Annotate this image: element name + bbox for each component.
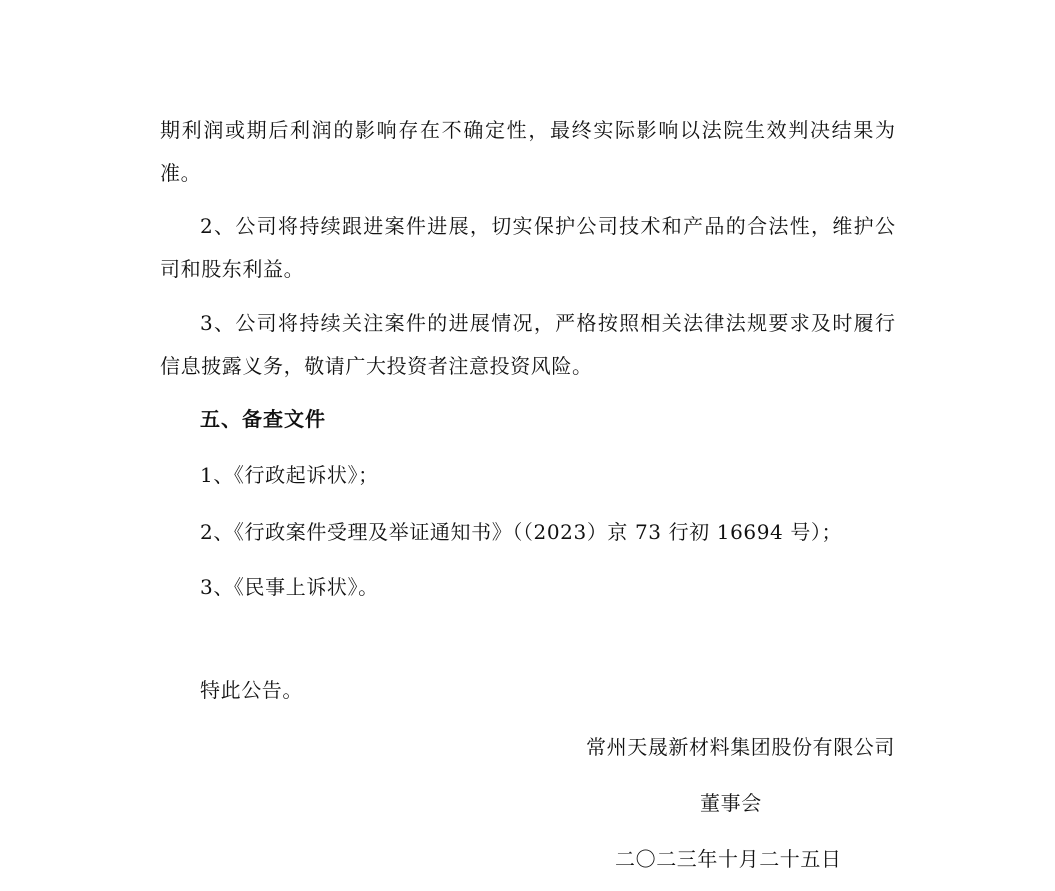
signature-date: 二〇二三年十月二十五日 [615, 847, 842, 871]
signature-board: 董事会 [700, 791, 762, 815]
paragraph-1-line-1: 期利润或期后利润的影响存在不确定性，最终实际影响以法院生效判决结果为 [160, 118, 895, 142]
paragraph-2-line-2: 司和股东利益。 [160, 257, 305, 281]
signature-company: 常州天晟新材料集团股份有限公司 [586, 735, 895, 759]
paragraph-3-line-2: 信息披露义务，敬请广大投资者注意投资风险。 [160, 354, 593, 378]
paragraph-1-line-2: 准。 [160, 161, 202, 185]
section-heading: 五、备查文件 [200, 407, 326, 431]
reference-file-3: 3、《民事上诉状》。 [200, 575, 379, 599]
reference-file-2: 2、《行政案件受理及举证通知书》（（2023）京 73 行初 16694 号）； [200, 520, 843, 544]
paragraph-2-line-1: 2、公司将持续跟进案件进展，切实保护公司技术和产品的合法性，维护公 [200, 214, 895, 238]
reference-file-1: 1、《行政起诉状》； [200, 463, 379, 487]
closing-statement: 特此公告。 [200, 678, 303, 702]
paragraph-3-line-1: 3、公司将持续关注案件的进展情况，严格按照相关法律法规要求及时履行 [200, 311, 895, 335]
